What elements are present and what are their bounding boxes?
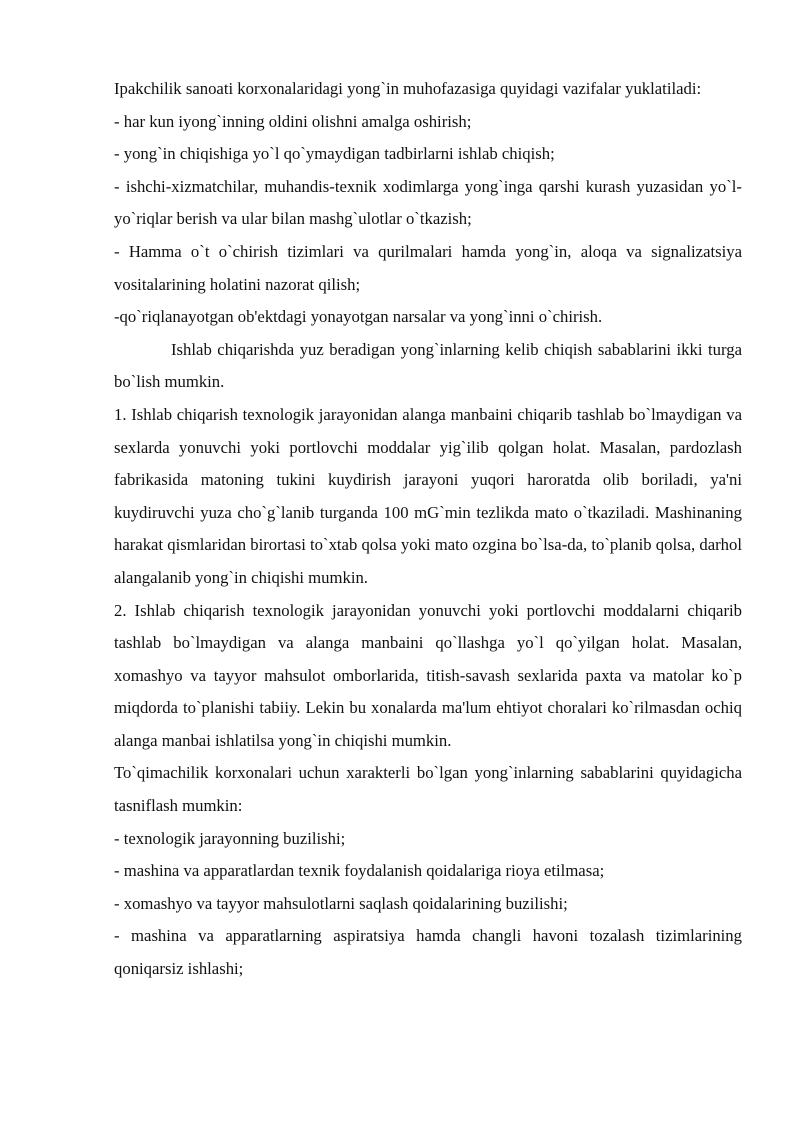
list-item: - texnologik jarayonning buzilishi; [114,828,346,848]
list-item: - yong`in chiqishiga yo`l qo`ymaydigan tadbirlarni ishlab chiqish; [114,144,555,164]
list-item: - Hamma o`t o`chirish tizimlari va qurilmalari hamda yong`in, aloqa va signalizatsiya vositalarining holatini nazorat qilish; [114,241,742,294]
paragraph-intro: Ipakchilik sanoati korxonalaridagi yong`in muhofazasiga quyidagi vazifalar yuklatiladi: [114,79,702,98]
list-item: - mashina va apparatlarning aspiratsiya hamda changli havoni tozalash tizimlarining qoniqarsiz ishlashi; [114,926,742,979]
paragraph-classification: To`qimachilik korxonalari uchun xarakterli bo`lgan yong`inlarning sabablarini quyidagicha tasniflash mumkin: [114,763,742,816]
list-item: - har kun iyong`inning oldini olishni amalga oshirish; [114,111,472,131]
paragraph-cause-1: 1. Ishlab chiqarish texnologik jarayonidan alanga manbaini chiqarib tashlab bo`lmaydigan va sexlarda yonuvchi yoki portlovchi moddalar yig`ilib qolgan holat. Masalan, pardozlash fabrikasida matoning tukini kuydirish jarayoni yuqori haroratda olib boriladi, ya'ni kuydiruvchi yuza cho`g`lanib turganda 100 mG`min tezlikda mato o`tkaziladi. Mashinaning harakat qismlaridan birortasi to`xtab qolsa yoki mato ozgina bo`lsa-da, to`planib qolsa, darhol alangalanib yong`in chiqishi mumkin. [114,404,742,587]
paragraph-causes-intro: Ishlab chiqarishda yuz beradigan yong`inlarning kelib chiqish sabablarini ikki turga bo`lish mumkin. [114,339,742,392]
document-page [114,73,742,986]
list-item: - mashina va apparatlardan texnik foydalanish qoidalariga rioya etilmasa; [114,861,605,881]
list-item: - ishchi-xizmatchilar, muhandis-texnik xodimlarga yong`inga qarshi kurash yuzasidan yo`l-yo`riqlar berish va ular bilan mashg`ulotlar o`tkazish; [114,176,742,229]
list-item: -qo`riqlanayotgan ob'ektdagi yonayotgan narsalar va yong`inni o`chirish. [114,307,603,327]
list-item: - xomashyo va tayyor mahsulotlarni saqlash qoidalarining buzilishi; [114,893,568,913]
paragraph-cause-2: 2. Ishlab chiqarish texnologik jarayonidan yonuvchi yoki portlovchi moddalarni chiqarib tashlab bo`lmaydigan va alanga manbaini qo`llashga yo`l qo`yilgan holat. Masalan, xomashyo va tayyor mahsulot omborlarida, titish-savash sexlarida paxta va matolar ko`p miqdorda to`planishi tabiiy. Lekin bu xonalarda ma'lum ehtiyot choralari ko`rilmasdan ochiq alanga manbai ishlatilsa yong`in chiqishi mumkin. [114,600,742,750]
